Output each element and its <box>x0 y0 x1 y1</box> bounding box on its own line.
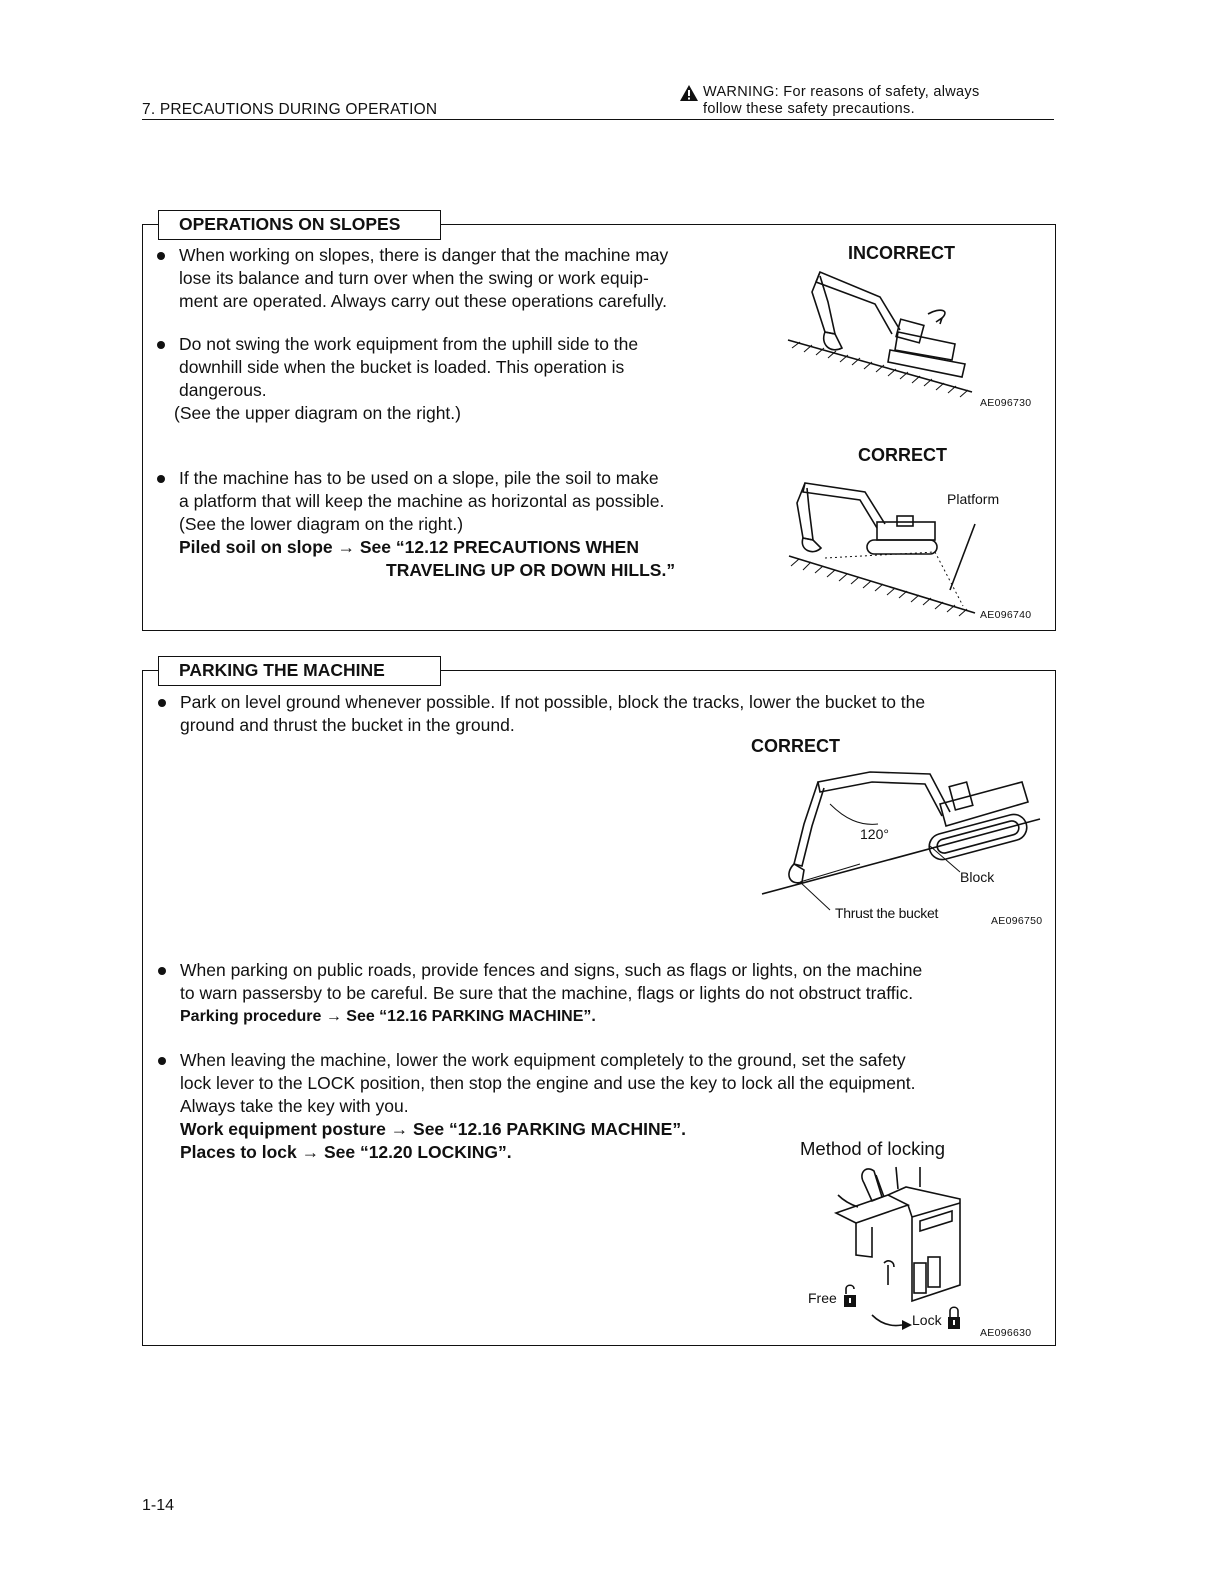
warning-line-2: follow these safety precautions. <box>703 101 915 117</box>
slopes-b3-reference-1: Piled soil on slope → See “12.12 PRECAUTIONS WHEN <box>179 537 639 557</box>
locking-method-title: Method of locking <box>800 1138 946 1159</box>
bullet-dot <box>158 967 166 975</box>
bullet-dot <box>157 252 165 260</box>
slopes-b3-line1: If the machine has to be used on a slope, pile the soil to make <box>179 468 659 488</box>
slopes-section-title: OPERATIONS ON SLOPES <box>158 210 441 240</box>
correct-label-parking: CORRECT <box>751 736 840 756</box>
page-number: 1-14 <box>142 1497 175 1514</box>
slopes-bullet-2 <box>174 333 639 425</box>
slopes-b2-line2: downhill side when the bucket is loaded. This operation is <box>179 357 625 377</box>
correct-slopes-figure-code: AE096740 <box>980 609 1032 621</box>
block-label: Block <box>960 869 995 885</box>
bullet-dot <box>158 699 166 707</box>
lock-label: Lock <box>912 1312 942 1328</box>
warning-header <box>680 84 980 118</box>
locking-figure-code: AE096630 <box>980 1327 1032 1339</box>
slopes-b3-reference-2: TRAVELING UP OR DOWN HILLS.” <box>386 560 676 580</box>
parking-b3-reference-1: Work equipment posture → See “12.16 PARKING MACHINE”. <box>180 1119 686 1139</box>
platform-label: Platform <box>947 491 1000 507</box>
parking-b1-line1: Park on level ground whenever possible. If not possible, block the tracks, lower the bucket to the <box>180 692 926 712</box>
locked-padlock-icon <box>947 1306 961 1330</box>
incorrect-slope-illustration <box>780 262 980 412</box>
slopes-b1-line1: When working on slopes, there is danger that the machine may <box>179 245 669 265</box>
parking-b3-line2: lock lever to the LOCK position, then stop the engine and use the key to lock all the equipment. <box>180 1073 916 1093</box>
bullet-dot <box>158 1057 166 1065</box>
slopes-bullet-1 <box>179 244 668 313</box>
parking-b2-reference: Parking procedure → See “12.16 PARKING MACHINE”. <box>180 1008 596 1025</box>
parking-b2-line2: to warn passersby to be careful. Be sure that the machine, flags or lights do not obstruct traffic. <box>180 983 914 1003</box>
slopes-bullet-3 <box>179 467 675 582</box>
bullet-dot <box>157 475 165 483</box>
parking-title-notch <box>142 670 158 687</box>
slopes-b2-line3: dangerous. <box>179 380 267 400</box>
incorrect-figure-code: AE096730 <box>980 397 1032 409</box>
slopes-b1-line2: lose its balance and turn over when the swing or work equip- <box>179 268 649 288</box>
angle-label: 120° <box>860 826 889 842</box>
parking-b3-line1: When leaving the machine, lower the work equipment completely to the ground, set the safety <box>180 1050 906 1070</box>
parking-bullet-2 <box>180 959 922 1028</box>
parking-thrust-bucket-illustration <box>760 764 1050 914</box>
incorrect-label: INCORRECT <box>848 243 955 263</box>
chapter-title: 7. PRECAUTIONS DURING OPERATION <box>142 101 438 118</box>
slopes-title-notch <box>142 224 158 241</box>
thrust-bucket-label: Thrust the bucket <box>835 905 939 921</box>
parking-bullet-1 <box>180 691 925 737</box>
slopes-b2-line1: Do not swing the work equipment from the uphill side to the <box>179 334 639 354</box>
bullet-dot <box>157 341 165 349</box>
correct-label-slopes: CORRECT <box>858 445 947 465</box>
slopes-b3-line3: (See the lower diagram on the right.) <box>179 514 464 534</box>
unlocked-padlock-icon <box>843 1284 857 1308</box>
parking-b3-line3: Always take the key with you. <box>180 1096 409 1116</box>
slopes-b2-line4: (See the upper diagram on the right.) <box>174 403 461 423</box>
correct-slope-platform-illustration <box>785 478 985 623</box>
parking-b2-line1: When parking on public roads, provide fences and signs, such as flags or lights, on the machine <box>180 960 923 980</box>
slopes-b3-line2: a platform that will keep the machine as horizontal as possible. <box>179 491 665 511</box>
parking-correct-figure-code: AE096750 <box>991 915 1043 927</box>
warning-line-1: WARNING: For reasons of safety, always <box>703 84 980 100</box>
parking-b1-line2: ground and thrust the bucket in the ground. <box>180 715 515 735</box>
free-label: Free <box>808 1290 837 1306</box>
slopes-b1-line3: ment are operated. Always carry out these operations carefully. <box>179 291 667 311</box>
parking-section-title: PARKING THE MACHINE <box>158 656 441 686</box>
parking-b3-reference-2: Places to lock → See “12.20 LOCKING”. <box>180 1142 512 1162</box>
header-rule <box>142 119 1054 120</box>
warning-triangle-icon <box>680 85 698 101</box>
